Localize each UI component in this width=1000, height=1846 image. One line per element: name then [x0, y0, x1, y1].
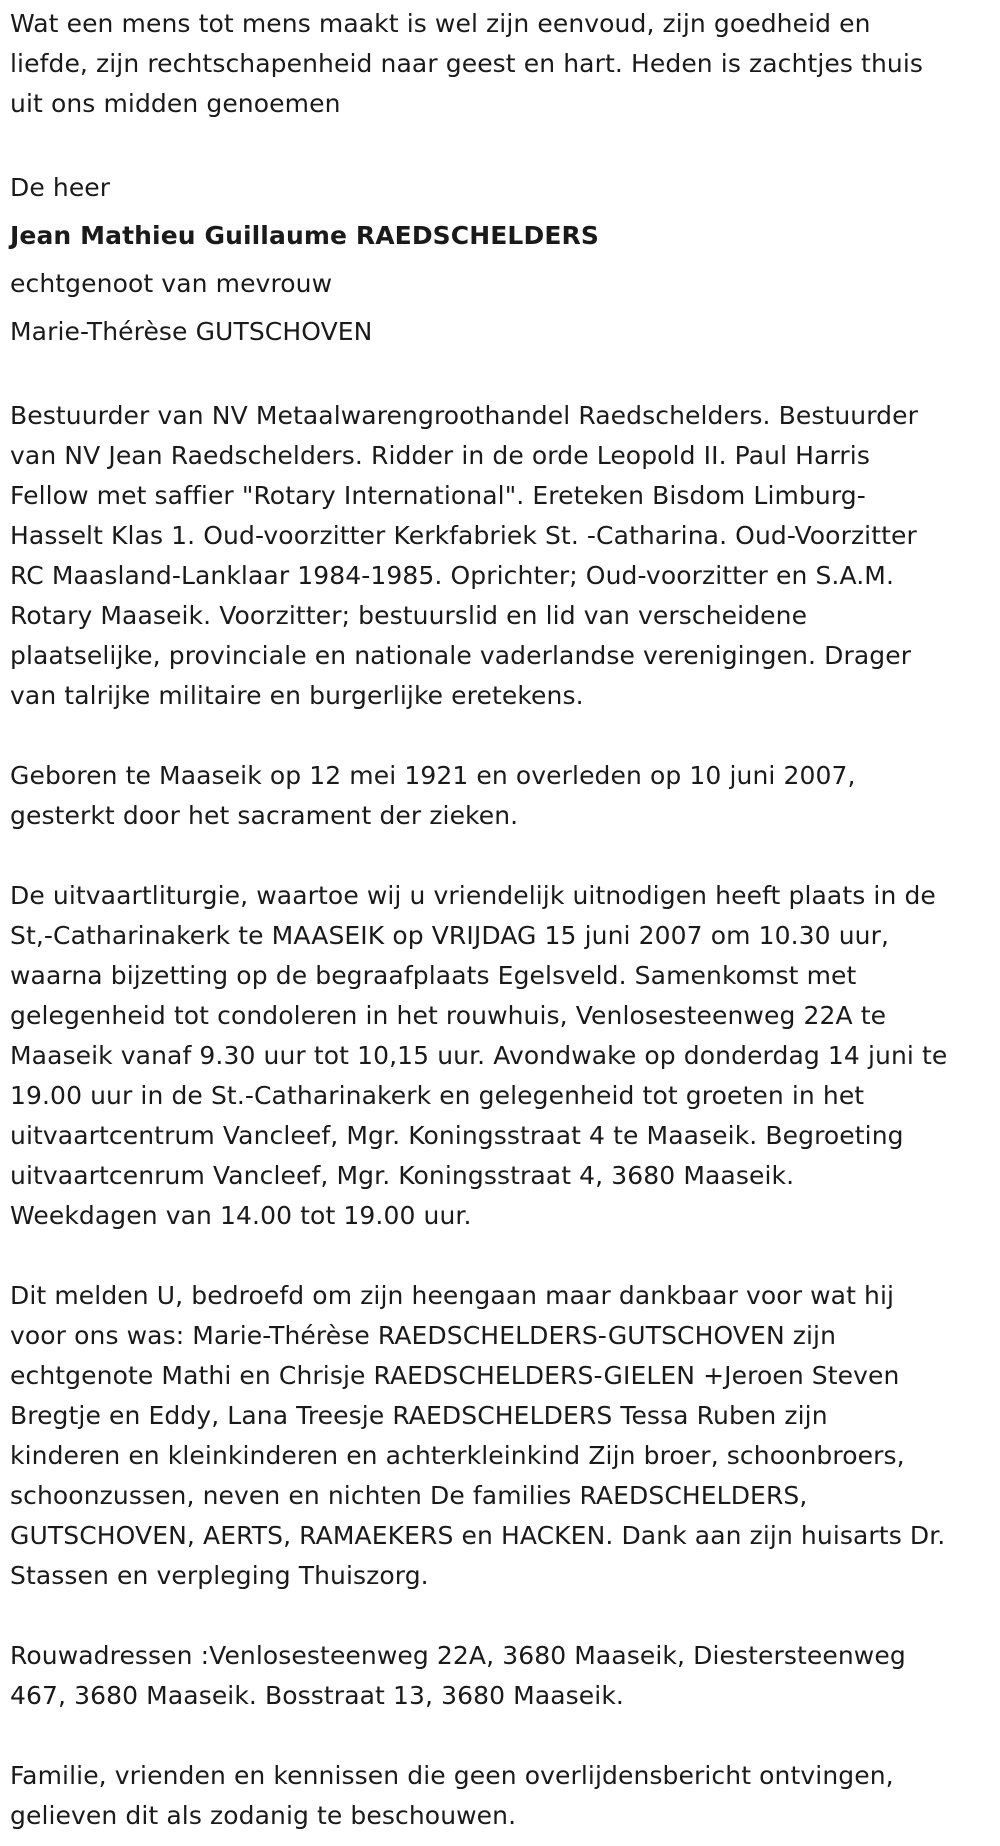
birth-death-paragraph: Geboren te Maaseik op 12 mei 1921 en overleden op 10 juni 2007, gesterkt door het sacrament der zieken.	[10, 761, 856, 830]
spacer	[10, 836, 990, 876]
spouse-label: echtgenoot van mevrouw	[10, 269, 333, 298]
spacer	[10, 356, 990, 396]
closing-paragraph: Familie, vrienden en kennissen die geen overlijdensbericht ontvingen, gelieven dit als zodanig te beschouwen.	[10, 1761, 894, 1830]
spacer	[10, 1236, 990, 1276]
spacer	[10, 1716, 990, 1756]
spacer	[10, 1596, 990, 1636]
deceased-name: Jean Mathieu Guillaume RAEDSCHELDERS	[10, 221, 599, 250]
spouse-name: Marie-Thérèse GUTSCHOVEN	[10, 317, 373, 346]
intro-paragraph: Wat een mens tot mens maakt is wel zijn eenvoud, zijn goedheid en liefde, zijn rechtschapenheid naar geest en hart. Heden is zachtjes thuis uit ons midden genoemen	[10, 9, 923, 118]
family-paragraph: Dit melden U, bedroefd om zijn heengaan maar dankbaar voor wat hij voor ons was: Marie-Thérèse RAEDSCHELDERS-GUTSCHOVEN zijn echtgenote Mathi en Chrisje RAEDSCHELDERS-GIELEN +Jeroen Steven Bregtje en Eddy, Lana Treesje RAEDSCHELDERS Tessa Ruben zijn kinderen en kleinkinderen en achterkleinkind Zijn broer, schoonbroers, schoonzussen, neven en nichten De families RAEDSCHELDERS, GUTSCHOVEN, AERTS, RAMAEKERS en HACKEN. Dank aan zijn huisarts Dr. Stassen en verpleging Thuiszorg.	[10, 1281, 946, 1590]
addresses-paragraph: Rouwadressen :Venlosesteenweg 22A, 3680 Maaseik, Diestersteenweg 467, 3680 Maaseik. Bosstraat 13, 3680 Maaseik.	[10, 1641, 906, 1710]
spacer	[10, 124, 990, 164]
biography-paragraph: Bestuurder van NV Metaalwarengroothandel Raedschelders. Bestuurder van NV Jean Raedschelders. Ridder in de orde Leopold II. Paul Harris Fellow met saffier "Rotary International". Ereteken Bisdom Limburg- Hasselt Klas 1. Oud-voorzitter Kerkfabriek St. -Catharina. Oud-Voorzitter RC Maasland-Lanklaar 1984-1985. Oprichter; Oud-voorzitter en S.A.M. Rotary Maaseik. Voorzitter; bestuurslid en lid van verscheidene plaatselijke, provinciale en nationale vaderlandse verenigingen. Drager van talrijke militaire en burgerlijke eretekens.	[10, 401, 919, 710]
salutation: De heer	[10, 173, 111, 202]
funeral-paragraph: De uitvaartliturgie, waartoe wij u vriendelijk uitnodigen heeft plaats in de St,-Catharinakerk te MAASEIK op VRIJDAG 15 juni 2007 om 10.30 uur, waarna bijzetting op de begraafplaats Egelsveld. Samenkomst met gelegenheid tot condoleren in het rouwhuis, Venlosesteenweg 22A te Maaseik vanaf 9.30 uur tot 10,15 uur. Avondwake op donderdag 14 juni te 19.00 uur in de St.-Catharinakerk en gelegenheid tot groeten in het uitvaartcentrum Vancleef, Mgr. Koningsstraat 4 te Maaseik. Begroeting uitvaartcenrum Vancleef, Mgr. Koningsstraat 4, 3680 Maaseik. Weekdagen van 14.00 tot 19.00 uur.	[10, 881, 948, 1230]
spacer	[10, 716, 990, 756]
